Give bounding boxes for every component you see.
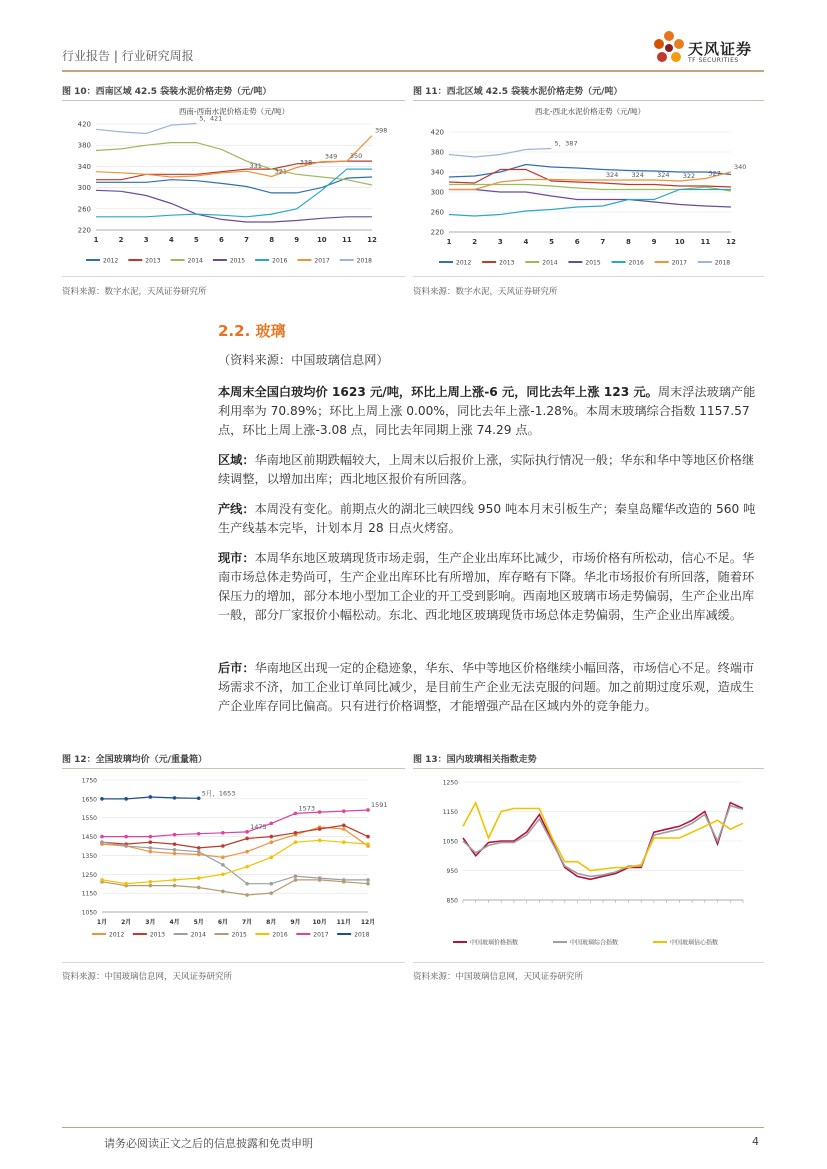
fig12-x-tick: 6月 bbox=[217, 919, 229, 926]
fig10-x-tick: 9 bbox=[294, 236, 300, 244]
fig12-point-2016 bbox=[173, 878, 177, 882]
fig12-point-2016 bbox=[294, 840, 298, 844]
footer-divider bbox=[62, 1127, 764, 1128]
fig12-point-2014 bbox=[269, 882, 273, 886]
fig10-rule bbox=[62, 100, 405, 101]
fig12-point-2015 bbox=[245, 893, 249, 897]
fig11-legend-label: 2014 bbox=[542, 259, 558, 267]
fig11-source-rule bbox=[413, 276, 764, 277]
fig11-x-tick: 3 bbox=[497, 238, 503, 246]
fig12-chart bbox=[62, 772, 405, 962]
fig10-legend-label: 2015 bbox=[229, 257, 246, 265]
fig10-x-tick: 1 bbox=[93, 236, 99, 244]
fig12-point-2013 bbox=[245, 837, 249, 841]
fig12-x-tick: 3月 bbox=[145, 919, 156, 926]
fig12-data-label: 1591 bbox=[371, 800, 388, 809]
fig12-point-2014 bbox=[100, 840, 104, 844]
fig10-y-tick: 260 bbox=[77, 205, 91, 214]
fig12-point-2017 bbox=[149, 835, 153, 839]
fig12-legend-label: 2014 bbox=[190, 931, 206, 939]
fig12-point-2014 bbox=[149, 846, 153, 850]
fig12-point-2012 bbox=[173, 852, 177, 856]
fig12-point-2015 bbox=[294, 878, 298, 882]
fig11-x-tick: 6 bbox=[574, 238, 580, 246]
fig12-legend-label: 2013 bbox=[149, 931, 166, 939]
fig12-point-2012 bbox=[221, 856, 225, 860]
fig11-x-tick: 9 bbox=[651, 238, 657, 246]
fig10-title: 图 10：西南区域 42.5 袋装水泥价格走势（元/吨） bbox=[62, 87, 272, 97]
fig10-x-tick: 5 bbox=[193, 236, 199, 244]
fig11-data-label: 5，387 bbox=[554, 139, 578, 148]
fig12-x-tick: 7月 bbox=[241, 919, 253, 926]
fig12-data-label: 5月，1653 bbox=[201, 789, 236, 798]
fig12-point-2013 bbox=[173, 842, 177, 846]
fig11-x-tick: 2 bbox=[472, 238, 478, 246]
fig12-legend-label: 2016 bbox=[272, 931, 288, 939]
fig12-point-2018 bbox=[124, 797, 128, 801]
fig12-y-tick: 1250 bbox=[81, 871, 97, 879]
fig12-point-2017 bbox=[245, 830, 249, 834]
paragraph-production bbox=[218, 500, 766, 538]
fig13-title: 图 13：国内玻璃相关指数走势 bbox=[413, 755, 537, 765]
fig10-data-label: 349 bbox=[324, 152, 338, 161]
fig11-legend-label: 2013 bbox=[499, 259, 515, 267]
fig13-rule bbox=[413, 768, 764, 769]
fig12-point-2015 bbox=[318, 878, 322, 882]
fig11-x-tick: 11 bbox=[700, 238, 711, 246]
fig11-legend-label: 2015 bbox=[585, 259, 601, 267]
fig10-x-tick: 10 bbox=[316, 236, 327, 244]
fig12-point-2012 bbox=[149, 850, 153, 854]
fig11-data-label: 340 bbox=[734, 163, 747, 171]
fig12-point-2017 bbox=[197, 832, 201, 836]
logo-text: 天风证券 bbox=[688, 40, 753, 58]
fig12-x-tick: 10月 bbox=[312, 919, 327, 926]
fig10-legend-label: 2017 bbox=[314, 257, 330, 265]
fig12-data-label: 1573 bbox=[298, 804, 316, 813]
fig11-x-tick: 7 bbox=[600, 238, 606, 246]
fig12-point-2014 bbox=[366, 878, 370, 882]
fig12-point-2013 bbox=[269, 835, 273, 839]
fig10-x-tick: 4 bbox=[168, 236, 174, 244]
logo-subtext: TF SECURITIES bbox=[688, 57, 739, 64]
paragraph-outlook bbox=[218, 659, 766, 716]
fig10-data-label: 398 bbox=[375, 126, 388, 135]
fig11-x-tick: 4 bbox=[523, 238, 529, 246]
fig11-x-tick: 10 bbox=[674, 238, 685, 246]
fig11-data-label: 324 bbox=[605, 171, 619, 179]
fig10-data-label: 338 bbox=[299, 158, 313, 167]
fig12-point-2017 bbox=[100, 835, 104, 839]
fig12-point-2016 bbox=[245, 865, 249, 869]
fig12-point-2017 bbox=[294, 812, 298, 816]
region-text: 华南地区前期跌幅较大，上周末以后报价上涨，实际执行情况一般；华东和华中等地区价格继续调整，以增加出库；西北地区报价有所回落。 bbox=[218, 453, 755, 486]
fig12-point-2016 bbox=[318, 839, 322, 843]
header-divider bbox=[62, 70, 764, 72]
fig12-point-2016 bbox=[221, 872, 225, 876]
fig13-legend-label: 中国玻璃信心指数 bbox=[670, 939, 719, 947]
fig12-x-tick: 9月 bbox=[290, 919, 301, 926]
fig12-point-2015 bbox=[342, 880, 346, 884]
fig12-y-tick: 1650 bbox=[81, 796, 97, 804]
fig11-x-tick: 12 bbox=[726, 238, 736, 246]
fig12-point-2018 bbox=[197, 796, 201, 800]
fig12-point-2016 bbox=[342, 840, 346, 844]
fig11-source: 资料来源：数字水泥，天风证券研究所 bbox=[413, 287, 558, 297]
fig10-x-tick: 6 bbox=[219, 236, 224, 244]
fig10-series-line-2013 bbox=[96, 161, 372, 180]
fig12-point-2016 bbox=[149, 880, 153, 884]
fig12-point-2013 bbox=[149, 840, 153, 844]
fig12-point-2016 bbox=[197, 876, 201, 880]
summary-text: 周末浮法玻璃产能利用率为 70.89%；环比上周上涨 0.00%，同比去年上涨-1.28%。本周末玻璃综合指数 1157.57 点，环比上周上涨-3.08 点，同比去年同期上涨 74.29 点。 bbox=[218, 385, 756, 437]
fig12-source-rule bbox=[62, 962, 405, 963]
fig10-y-tick: 380 bbox=[77, 141, 91, 150]
fig12-point-2015 bbox=[366, 882, 370, 886]
fig12-point-2012 bbox=[245, 850, 249, 854]
fig11-data-label: 324 bbox=[631, 171, 644, 179]
fig10-x-tick: 2 bbox=[118, 236, 124, 244]
fig12-point-2018 bbox=[149, 795, 153, 799]
fig12-y-tick: 1350 bbox=[81, 852, 97, 860]
fig12-point-2013 bbox=[318, 827, 322, 831]
fig12-point-2015 bbox=[197, 886, 201, 890]
fig12-legend-label: 2018 bbox=[354, 931, 370, 939]
report-category: 行业报告 | 行业研究周报 bbox=[62, 49, 194, 63]
fig12-point-2017 bbox=[366, 808, 370, 812]
fig11-legend-label: 2018 bbox=[714, 259, 731, 267]
fig12-point-2017 bbox=[221, 831, 225, 835]
fig10-source: 资料来源：数字水泥，天风证券研究所 bbox=[62, 287, 207, 297]
fig10-series-line-2018 bbox=[96, 124, 196, 134]
fig10-x-tick: 8 bbox=[269, 236, 275, 244]
fig12-point-2014 bbox=[173, 848, 177, 852]
fig13-y-tick: 950 bbox=[446, 868, 458, 875]
fig13-legend-label: 中国玻璃价格指数 bbox=[470, 939, 519, 947]
fig13-chart bbox=[413, 772, 764, 962]
fig12-point-2014 bbox=[245, 882, 249, 886]
fig10-x-tick: 3 bbox=[143, 236, 149, 244]
fig12-point-2016 bbox=[100, 878, 104, 882]
fig11-y-tick: 340 bbox=[430, 168, 444, 177]
fig12-point-2015 bbox=[149, 884, 153, 888]
fig12-legend-label: 2012 bbox=[109, 931, 125, 939]
fig12-y-tick: 1050 bbox=[81, 909, 97, 917]
fig12-x-tick: 5月 bbox=[193, 919, 204, 926]
summary-bold: 本周末全国白玻均价 1623 元/吨，环比上周上涨-6 元，同比去年上涨 123 元。 bbox=[218, 385, 658, 399]
fig12-point-2014 bbox=[124, 844, 128, 848]
fig10-chart bbox=[62, 102, 405, 274]
outlook-label: 后市： bbox=[218, 661, 255, 675]
fig11-y-tick: 220 bbox=[430, 228, 444, 237]
fig12-y-tick: 1550 bbox=[81, 815, 97, 823]
fig12-point-2013 bbox=[366, 835, 370, 839]
fig12-point-2014 bbox=[294, 874, 298, 878]
fig11-y-tick: 300 bbox=[430, 188, 444, 197]
paragraph-spot-market bbox=[218, 549, 766, 625]
fig10-legend-label: 2012 bbox=[103, 257, 119, 265]
fig12-point-2013 bbox=[294, 831, 298, 835]
fig12-point-2012 bbox=[342, 827, 346, 831]
fig10-legend-label: 2013 bbox=[145, 257, 161, 265]
fig10-source-rule bbox=[62, 276, 405, 277]
fig13-legend-label: 中国玻璃综合指数 bbox=[570, 939, 619, 947]
fig10-y-tick: 420 bbox=[77, 120, 91, 129]
section-title: 2.2. 玻璃 bbox=[218, 322, 286, 340]
fig12-legend-label: 2015 bbox=[231, 931, 247, 939]
fig12-point-2016 bbox=[124, 882, 128, 886]
fig12-y-tick: 1750 bbox=[81, 777, 97, 785]
fig12-series-line-2014 bbox=[102, 842, 368, 884]
fig10-x-tick: 11 bbox=[342, 236, 352, 244]
fig12-series-line-2017 bbox=[102, 810, 368, 837]
spot-market-text: 本周华东地区玻璃现货市场走弱，生产企业出库环比减少，市场价格有所松动，信心不足。华南市场总体走势尚可，生产企业出库环比有所增加，库存略有下降。华北市场报价有所回落，随着环保压力的增加，部分本地小型加工企业的开工受到影响。西南地区玻璃市场走势偏弱，生产企业出库一般，部分厂家报价小幅松动。东北、西北地区玻璃现货市场总体走势偏弱，生产企业出库减缓。 bbox=[218, 551, 755, 622]
footer-disclaimer: 请务必阅读正文之后的信息披露和免责申明 bbox=[104, 1137, 313, 1150]
paragraph-region bbox=[218, 451, 766, 489]
region-label: 区域： bbox=[218, 453, 255, 467]
fig12-data-label: 1475 bbox=[250, 822, 267, 831]
fig13-series-line-中国玻璃信心指数 bbox=[463, 803, 743, 871]
fig13-y-tick: 1150 bbox=[442, 809, 458, 816]
spot-market-label: 现市： bbox=[218, 551, 255, 565]
fig12-rule bbox=[62, 768, 405, 769]
fig12-point-2013 bbox=[221, 844, 225, 848]
fig11-y-tick: 260 bbox=[430, 208, 444, 217]
fig10-chart-title: 西南-西南水泥价格走势（元/吨） bbox=[178, 107, 290, 116]
fig12-y-tick: 1150 bbox=[81, 890, 97, 898]
production-text: 本周没有变化。前期点火的湖北三峡四线 950 吨本月末引板生产；秦皇岛耀华改造的 560 吨生产线基本完毕，计划本月 28 日点火烤窑。 bbox=[218, 502, 756, 535]
fig11-data-label: 324 bbox=[657, 171, 670, 179]
fig12-point-2016 bbox=[366, 842, 370, 846]
fig12-point-2015 bbox=[221, 889, 225, 893]
fig12-x-tick: 2月 bbox=[121, 919, 132, 926]
tf-logo-icon bbox=[650, 28, 688, 68]
fig11-legend-label: 2016 bbox=[628, 259, 644, 267]
fig11-y-tick: 380 bbox=[430, 148, 444, 157]
fig12-x-tick: 11月 bbox=[336, 919, 351, 926]
fig11-rule bbox=[413, 100, 764, 101]
paragraph-summary bbox=[218, 383, 766, 440]
fig13-source: 资料来源：中国玻璃信息网，天风证券研究所 bbox=[413, 972, 584, 982]
fig12-point-2014 bbox=[197, 850, 201, 854]
fig13-y-tick: 850 bbox=[446, 897, 458, 905]
fig12-point-2018 bbox=[173, 796, 177, 800]
fig12-x-tick: 4月 bbox=[169, 919, 180, 926]
fig12-point-2013 bbox=[342, 823, 346, 827]
fig11-series-line-2018 bbox=[449, 149, 552, 158]
fig12-point-2017 bbox=[173, 833, 177, 837]
fig11-title: 图 11：西北区域 42.5 袋装水泥价格走势（元/吨） bbox=[413, 87, 623, 97]
fig11-legend-label: 2012 bbox=[456, 259, 472, 267]
fig12-x-tick: 8月 bbox=[266, 919, 277, 926]
fig12-point-2016 bbox=[269, 856, 273, 860]
page-number: 4 bbox=[752, 1135, 759, 1148]
fig12-title: 图 12：全国玻璃均价（元/重量箱） bbox=[62, 755, 207, 765]
fig10-data-label: 321 bbox=[274, 167, 288, 176]
fig12-point-2014 bbox=[221, 863, 225, 867]
fig10-x-tick: 7 bbox=[244, 236, 249, 244]
fig12-x-tick: 1月 bbox=[96, 919, 108, 926]
fig10-data-label: 5，421 bbox=[199, 114, 223, 123]
fig10-series-line-2012 bbox=[96, 177, 372, 193]
section-source-note: （资料来源：中国玻璃信息网） bbox=[218, 353, 389, 367]
fig12-y-tick: 1450 bbox=[81, 834, 97, 842]
fig10-legend-label: 2014 bbox=[187, 257, 203, 265]
fig13-y-tick: 1250 bbox=[442, 779, 458, 787]
fig12-point-2017 bbox=[342, 809, 346, 813]
fig11-x-tick: 1 bbox=[446, 238, 452, 246]
fig12-point-2017 bbox=[124, 835, 128, 839]
fig11-data-label: 322 bbox=[682, 172, 696, 180]
fig12-point-2015 bbox=[173, 884, 177, 888]
fig12-point-2018 bbox=[100, 797, 104, 801]
outlook-text: 华南地区出现一定的企稳迹象，华东、华中等地区价格继续小幅回落，市场信心不足。终端市场需求不济，加工企业订单同比减少，是目前生产企业无法克服的问题。加之前期过度乐观，造成生产企业库存同比偏高。只有进行价格调整，才能增强产品在区域内外的竞争能力。 bbox=[218, 661, 755, 713]
fig12-point-2012 bbox=[269, 840, 273, 844]
fig10-y-tick: 340 bbox=[77, 162, 91, 171]
fig13-source-rule bbox=[413, 962, 764, 963]
fig10-legend-label: 2018 bbox=[356, 257, 372, 265]
fig12-point-2013 bbox=[197, 846, 201, 850]
fig10-y-tick: 300 bbox=[77, 184, 91, 193]
fig13-y-tick: 1050 bbox=[442, 838, 458, 846]
fig10-series-line-2014 bbox=[96, 143, 372, 185]
fig12-point-2017 bbox=[269, 822, 273, 826]
fig11-x-tick: 8 bbox=[626, 238, 631, 246]
fig10-data-label: 350 bbox=[349, 152, 363, 161]
fig11-data-label: 327 bbox=[708, 169, 721, 178]
fig11-chart-title: 西北-西北水泥价格走势（元/吨） bbox=[534, 107, 646, 116]
fig12-point-2015 bbox=[269, 891, 273, 895]
fig12-source: 资料来源：中国玻璃信息网，天风证券研究所 bbox=[62, 972, 233, 982]
fig12-point-2017 bbox=[318, 810, 322, 814]
fig12-x-tick: 12月 bbox=[360, 919, 376, 926]
fig12-legend-label: 2017 bbox=[313, 931, 329, 939]
fig10-x-tick: 12 bbox=[367, 236, 377, 244]
fig10-data-label: 331 bbox=[249, 162, 262, 171]
fig11-chart bbox=[413, 102, 764, 274]
fig10-y-tick: 220 bbox=[77, 226, 91, 235]
fig11-x-tick: 5 bbox=[549, 238, 554, 246]
fig11-y-tick: 420 bbox=[430, 128, 444, 137]
fig11-legend-label: 2017 bbox=[671, 259, 687, 267]
fig10-legend-label: 2016 bbox=[272, 257, 288, 265]
production-label: 产线： bbox=[218, 502, 255, 516]
